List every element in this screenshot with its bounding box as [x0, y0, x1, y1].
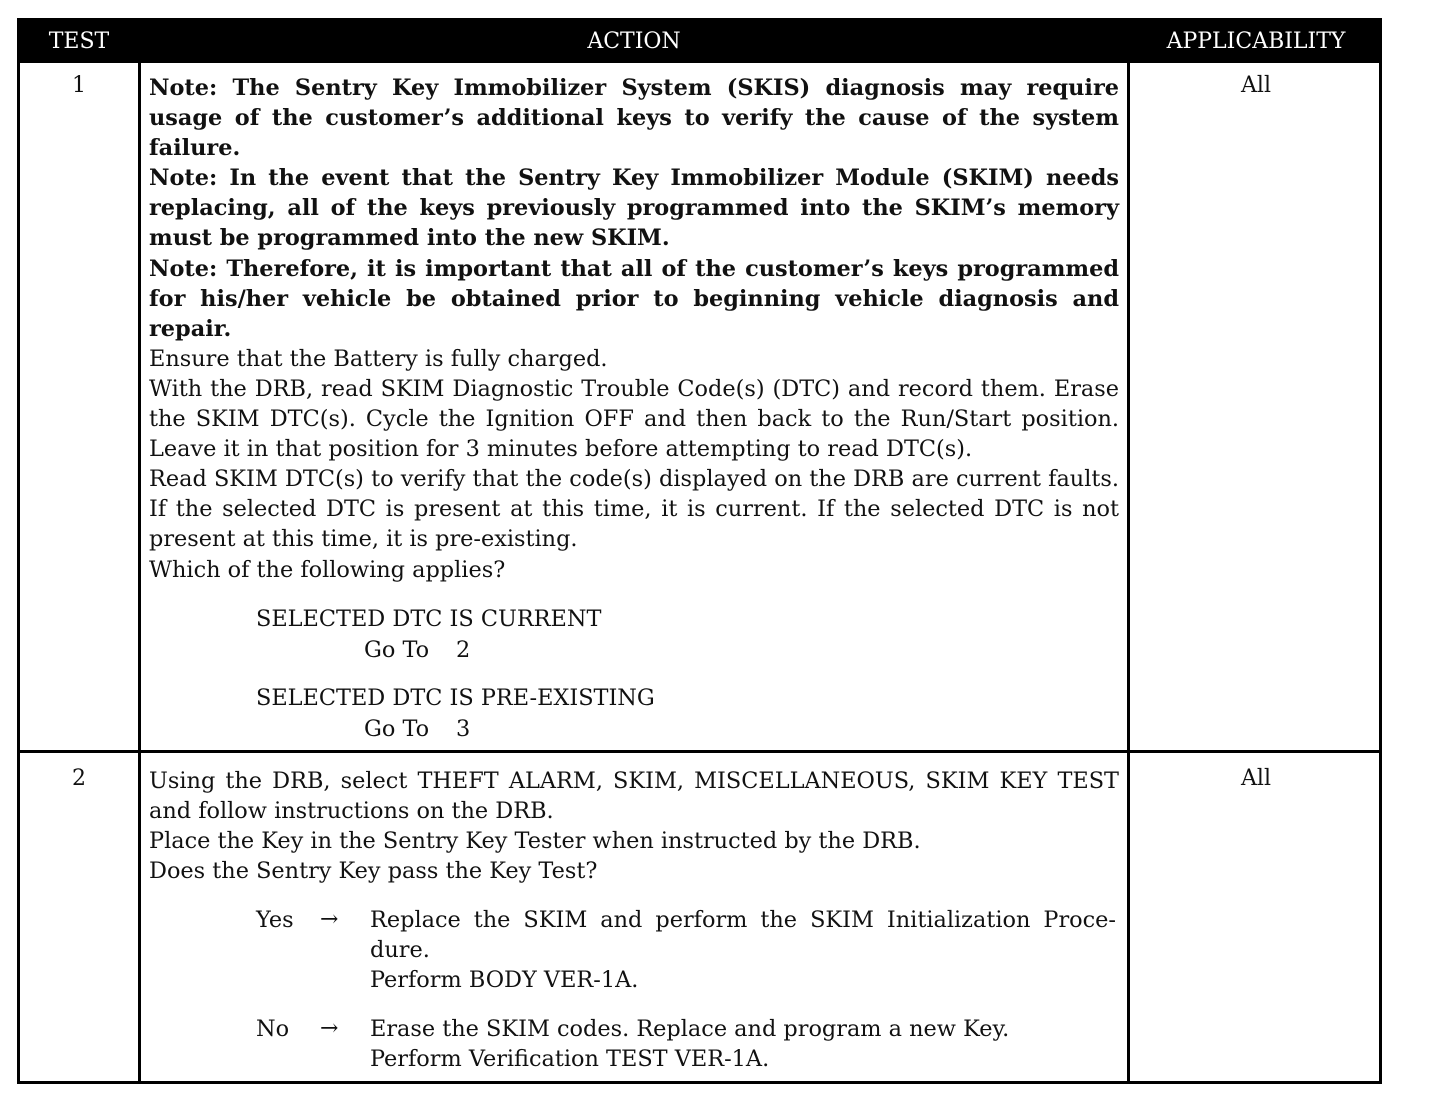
result-text: Erase the SKIM codes. Replace and program a new Key. [370, 1016, 1010, 1042]
header-action: ACTION [587, 29, 681, 54]
note: Note: In the event that the Sentry Key Immobilizer Module (SKIM) needs replacing, all of the keys previously programmed into the SKIM’s memory must be programmed into the new SKIM. [149, 165, 1119, 252]
result-text: dure. [370, 937, 430, 963]
table-header [20, 21, 1379, 63]
header-test: TEST [48, 29, 110, 54]
instruction: Place the Key in the Sentry Key Tester when instructed by the DRB. [149, 828, 921, 855]
result-text: Perform BODY VER-1A. [370, 967, 639, 993]
instruction: Read SKIM DTC(s) to verify that the code(s) displayed on the DRB are current faults. If the selected DTC is present at this time, it is current. If the selected DTC is not present at this time, it is pre-existing. [149, 466, 1119, 553]
header-applicability: APPLICABILITY [1166, 29, 1346, 54]
goto-text: Go To [364, 637, 430, 663]
column-divider [1127, 63, 1130, 1081]
option-label: SELECTED DTC IS PRE-EXISTING [256, 685, 655, 711]
instruction: Ensure that the Battery is fully charged. [149, 345, 608, 372]
goto-number: 3 [456, 716, 471, 742]
answer-no: No [256, 1016, 290, 1042]
question: Which of the following applies? [149, 556, 506, 583]
row-divider [20, 750, 1379, 753]
question: Does the Sentry Key pass the Key Test? [149, 858, 598, 885]
goto-number: 2 [456, 637, 471, 663]
result-text: Replace the SKIM and perform the SKIM Initialization Proce- [370, 907, 1116, 933]
test-number: 2 [72, 766, 86, 791]
answer-yes: Yes [256, 907, 294, 933]
applicability-value: All [1241, 73, 1271, 98]
action-text [149, 73, 1119, 585]
note: Note: The Sentry Key Immobilizer System (SKIS) diagnosis may require usage of the customer’s additional keys to verify the cause of the system failure. [149, 75, 1119, 162]
instruction: Using the DRB, select THEFT ALARM, SKIM, MISCELLANEOUS, SKIM KEY TEST and follow instructions on the DRB. [149, 768, 1119, 825]
action-text [149, 766, 1119, 886]
applicability-value: All [1241, 766, 1271, 791]
column-divider [138, 63, 141, 1081]
note: Note: Therefore, it is important that all of the customer’s keys programmed for his/her vehicle be obtained prior to beginning vehicle diagnosis and repair. [149, 255, 1119, 342]
instruction: With the DRB, read SKIM Diagnostic Trouble Code(s) (DTC) and record them. Erase the SKIM DTC(s). Cycle the Ignition OFF and then back to the Run/Start position. Leave it in that position for 3 minutes before attempting to read DTC(s). [149, 375, 1119, 463]
test-number: 1 [72, 73, 86, 98]
option-label: SELECTED DTC IS CURRENT [256, 606, 602, 632]
result-text: Perform Verification TEST VER-1A. [370, 1046, 770, 1072]
arrow-icon: → [320, 907, 339, 932]
diagnostic-table [17, 18, 1382, 1084]
arrow-icon: → [320, 1016, 339, 1041]
goto-text: Go To [364, 716, 430, 742]
